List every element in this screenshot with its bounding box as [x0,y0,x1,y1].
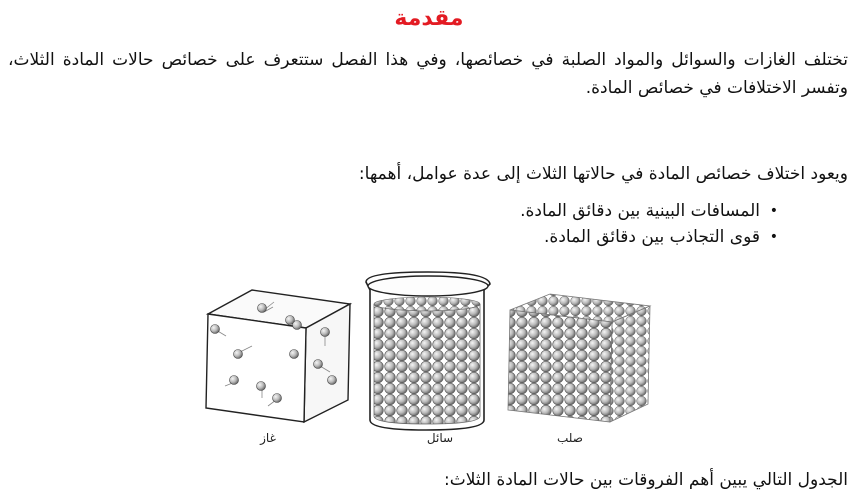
factors-list [520,198,778,250]
factors-paragraph: ويعود اختلاف خصائص المادة في حالاتها الثلاث إلى عدة عوامل، أهمها: [358,164,848,184]
table-intro: الجدول التالي يبين أهم الفروقات بين حالات المادة الثلاث: [444,470,848,490]
solid-caption: صلب [557,431,583,445]
liquid-caption: سائل [426,431,454,445]
liquid-container [366,272,490,430]
solid-container [508,294,650,422]
intro-paragraph: تختلف الغازات والسوائل والمواد الصلبة في خصائصها، وفي هذا الفصل ستتعرف على خصائص حالات المادة الثلاث، وتفسر الاختلافات في خصائص المادة. [8,50,848,98]
list-item: • قوى التجاذب بين دقائق المادة. [520,224,778,250]
gas-container [206,290,350,422]
page-title: مقدمة [394,6,464,31]
list-item: • المسافات البينية بين دقائق المادة. [520,198,778,224]
states-of-matter-figure [180,262,660,452]
gas-caption: غاز [260,431,276,445]
